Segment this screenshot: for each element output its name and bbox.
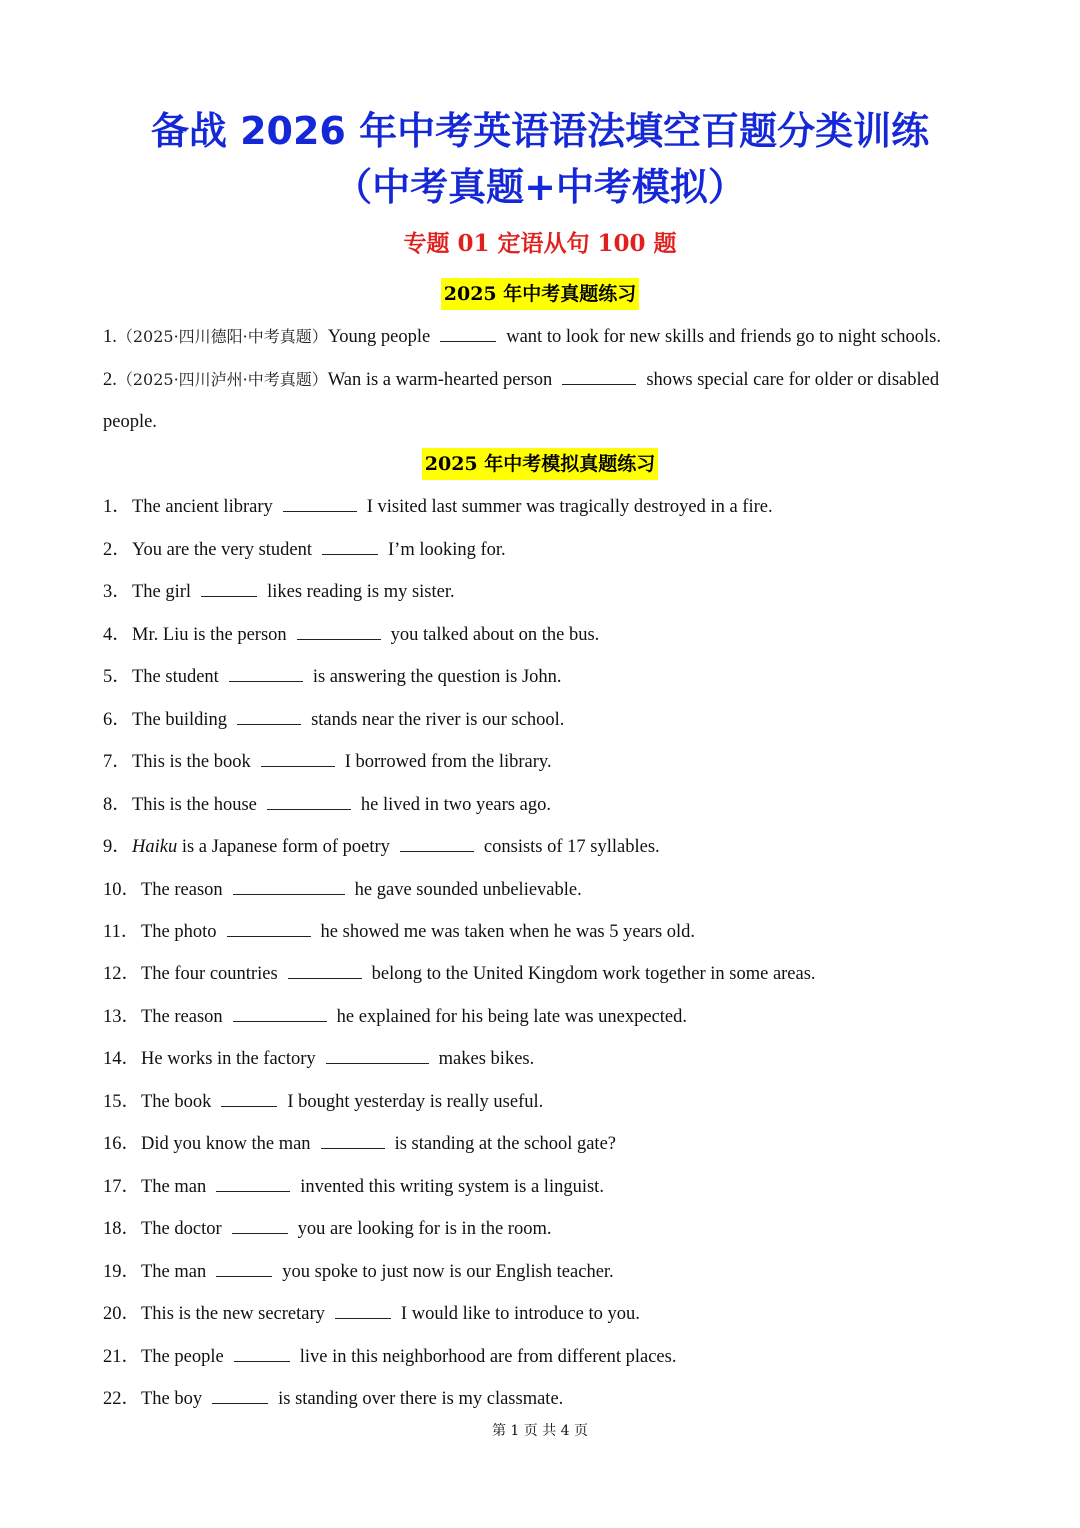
question-text-before: The book <box>141 1092 212 1112</box>
question-text-before: The boy <box>141 1389 203 1409</box>
question-number: 2. <box>103 370 117 390</box>
mock-question <box>103 749 983 775</box>
answer-blank[interactable] <box>234 1345 290 1362</box>
answer-blank[interactable] <box>400 835 474 852</box>
mock-question <box>103 877 983 903</box>
answer-blank[interactable] <box>283 495 357 512</box>
mock-question <box>103 1089 983 1115</box>
question-number: 6． <box>103 710 131 730</box>
question-number: 1． <box>103 497 131 517</box>
answer-blank[interactable] <box>201 580 257 597</box>
question-text-before: He works in the factory <box>141 1049 316 1069</box>
answer-blank[interactable] <box>227 920 311 937</box>
question-text-before: The reason <box>141 880 223 900</box>
question-text-after: he lived in two years ago. <box>360 795 551 815</box>
section-heading-real-exam: 2025 年中考真题练习 <box>441 278 640 310</box>
document-title-line-1: 备战 2026 年中考英语语法填空百题分类训练 <box>150 109 930 153</box>
question-number: 3． <box>103 582 131 602</box>
answer-blank[interactable] <box>221 1090 277 1107</box>
question-text-before: The doctor <box>141 1219 222 1239</box>
question-text-before: Did you know the man <box>141 1134 311 1154</box>
topic-subtitle: 专题 01 定语从句 100 题 <box>403 230 677 257</box>
mock-question <box>103 919 983 945</box>
question-text-before: The building <box>132 710 228 730</box>
question-italic-term: Haiku <box>132 837 178 857</box>
answer-blank[interactable] <box>212 1387 268 1404</box>
mock-question <box>103 1131 983 1157</box>
question-number: 22． <box>103 1389 141 1409</box>
question-text-after: belong to the United Kingdom work together in some areas. <box>371 964 816 984</box>
mock-question <box>103 664 983 690</box>
question-number: 12． <box>103 964 141 984</box>
question-number: 19． <box>103 1262 141 1282</box>
answer-blank[interactable] <box>233 1005 327 1022</box>
answer-blank[interactable] <box>322 538 378 555</box>
document-title-line-2: （中考真题+中考模拟） <box>334 165 746 209</box>
question-text-after: I’m looking for. <box>388 540 506 560</box>
question-text-after: you are looking for is in the room. <box>297 1219 552 1239</box>
mock-question <box>103 707 983 733</box>
question-number: 15． <box>103 1092 141 1112</box>
question-number: 13． <box>103 1007 141 1027</box>
question-text-before: The ancient library <box>132 497 273 517</box>
mock-question <box>103 494 983 520</box>
answer-blank[interactable] <box>288 962 362 979</box>
question-text-before: The photo <box>141 922 217 942</box>
question-number: 18． <box>103 1219 141 1239</box>
question-number: 14． <box>103 1049 141 1069</box>
question-number: 9． <box>103 837 131 857</box>
question-text-after: you talked about on the bus. <box>390 625 600 645</box>
question-text-before: Wan is a warm-hearted person <box>327 370 553 390</box>
mock-question <box>103 537 983 563</box>
question-text-after: he gave sounded unbelievable. <box>354 880 582 900</box>
mock-question <box>103 1004 983 1030</box>
question-text-before: The man <box>141 1262 207 1282</box>
real-exam-question <box>103 324 983 350</box>
question-text-before: The girl <box>132 582 192 602</box>
question-text-after: I bought yesterday is really useful. <box>287 1092 544 1112</box>
question-number: 10． <box>103 880 141 900</box>
question-number: 2． <box>103 540 131 560</box>
question-text-before: Young people <box>327 327 431 347</box>
question-number: 7． <box>103 752 131 772</box>
section-heading-real-exam-wrap <box>0 278 1080 310</box>
mock-question <box>103 1046 983 1072</box>
answer-blank[interactable] <box>216 1175 290 1192</box>
question-text-after: he showed me was taken when he was 5 years old. <box>320 922 696 942</box>
question-text-after: I would like to introduce to you. <box>400 1304 640 1324</box>
mock-question <box>103 1301 983 1327</box>
question-text-after: is standing at the school gate? <box>394 1134 616 1154</box>
question-number: 21． <box>103 1347 141 1367</box>
question-number: 11． <box>103 922 140 942</box>
question-text-before: Mr. Liu is the person <box>132 625 287 645</box>
mock-question <box>103 792 983 818</box>
question-text-before: is a Japanese form of poetry <box>177 837 390 857</box>
question-text-after: is standing over there is my classmate. <box>278 1389 564 1409</box>
question-text-after: invented this writing system is a linguist. <box>300 1177 604 1197</box>
question-text-after: I visited last summer was tragically destroyed in a fire. <box>366 497 773 517</box>
section-heading-mock-exam: 2025 年中考模拟真题练习 <box>422 448 659 480</box>
question-number: 8． <box>103 795 131 815</box>
question-number: 20． <box>103 1304 141 1324</box>
mock-question <box>103 1259 983 1285</box>
answer-blank[interactable] <box>229 665 303 682</box>
question-text-before: The four countries <box>141 964 278 984</box>
answer-blank[interactable] <box>562 368 636 385</box>
page-number-footer: 第 1 页 共 4 页 <box>491 1423 589 1439</box>
question-text-after: is answering the question is John. <box>312 667 562 687</box>
answer-blank[interactable] <box>326 1047 429 1064</box>
mock-question <box>103 834 983 860</box>
section-heading-mock-exam-wrap <box>0 448 1080 480</box>
question-text-after: live in this neighborhood are from different places. <box>299 1347 677 1367</box>
question-number: 4． <box>103 625 131 645</box>
answer-blank[interactable] <box>297 623 381 640</box>
answer-blank[interactable] <box>233 878 345 895</box>
question-number: 1. <box>103 327 117 347</box>
mock-question <box>103 1386 983 1412</box>
question-text-before: This is the book <box>132 752 251 772</box>
question-text-before: The reason <box>141 1007 223 1027</box>
answer-blank[interactable] <box>232 1217 288 1234</box>
question-text-after: want to look for new skills and friends go to night schools. <box>506 327 941 347</box>
mock-question <box>103 1174 983 1200</box>
answer-blank[interactable] <box>440 325 496 342</box>
mock-question <box>103 1344 983 1370</box>
question-text-before: This is the house <box>132 795 257 815</box>
answer-blank[interactable] <box>267 793 351 810</box>
question-text-before: This is the new secretary <box>141 1304 325 1324</box>
question-text-after: makes bikes. <box>438 1049 535 1069</box>
question-text-after: shows special care for older or disabled <box>646 370 940 390</box>
question-number: 17． <box>103 1177 141 1197</box>
real-exam-question-continuation: people. <box>103 412 157 432</box>
answer-blank[interactable] <box>335 1302 391 1319</box>
question-number: 5． <box>103 667 131 687</box>
question-text-before: You are the very student <box>132 540 313 560</box>
question-text-after: I borrowed from the library. <box>344 752 552 772</box>
real-exam-question <box>103 367 983 393</box>
answer-blank[interactable] <box>237 708 301 725</box>
question-number: 16． <box>103 1134 141 1154</box>
answer-blank[interactable] <box>216 1260 272 1277</box>
question-source: （2025·四川泸州·中考真题） <box>116 370 328 389</box>
question-text-after: likes reading is my sister. <box>267 582 455 602</box>
question-text-before: The man <box>141 1177 207 1197</box>
answer-blank[interactable] <box>261 750 335 767</box>
question-text-before: The student <box>132 667 219 687</box>
mock-question <box>103 579 983 605</box>
question-source: （2025·四川德阳·中考真题） <box>116 327 328 346</box>
answer-blank[interactable] <box>321 1132 385 1149</box>
mock-question <box>103 961 983 987</box>
mock-question <box>103 1216 983 1242</box>
question-text-after: stands near the river is our school. <box>311 710 565 730</box>
question-text-after: consists of 17 syllables. <box>483 837 660 857</box>
question-text-before: The people <box>141 1347 224 1367</box>
question-text-after: you spoke to just now is our English teacher. <box>282 1262 614 1282</box>
question-text-after: he explained for his being late was unexpected. <box>336 1007 688 1027</box>
mock-question <box>103 622 983 648</box>
